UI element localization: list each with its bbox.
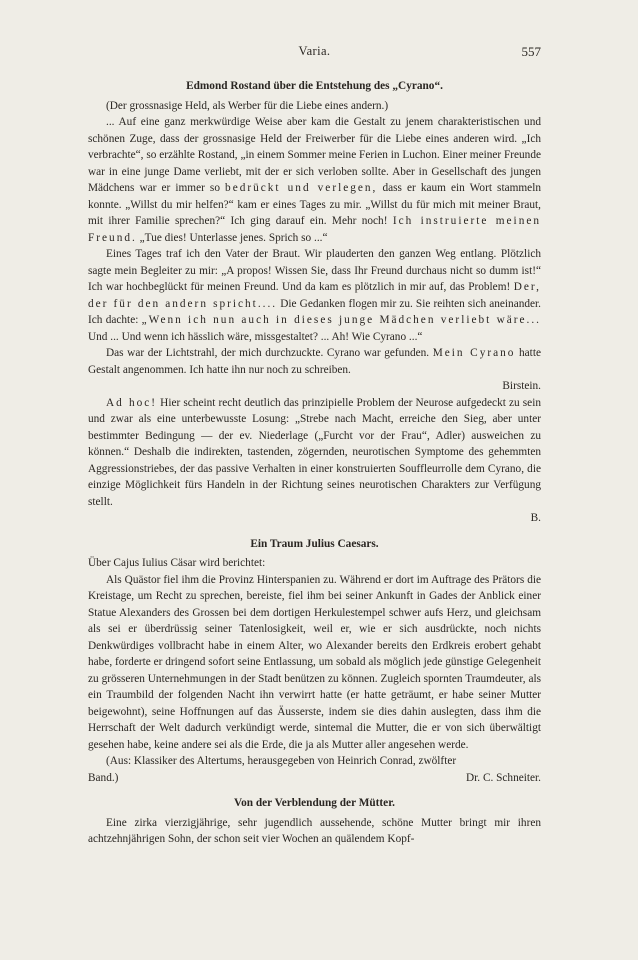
paragraph-caesar-intro: Über Cajus Iulius Cäsar wird berichtet: bbox=[88, 557, 266, 569]
source-signature-row bbox=[88, 770, 541, 787]
signature-b: B. bbox=[530, 512, 541, 524]
paragraph-rostand-1: ... Auf eine ganz merkwürdige Weise aber kam die Gestalt zu jenem charakteristischen und schönen Zuge, dass der grossnasige Held der Freiwerber für die Liebe eines anderen wird. „Ich verbrachte“, so erzählte Rostand, „in einem Sommer meine Ferien in Luchon. Einer meiner Freunde war in eine junge Dame verliebt, mit der er sich verloben sollte. Aber in Gesellschaft des jungen Mädchens war er immer so bedrückt und verlegen, dass er kaum ein Wort stammeln konnte. „Willst du mir helfen?“ kam er eines Tages zu mir. „Willst du für mich mit meiner Braut, mit ihrer Familie sprechen?“ Ich ging darauf ein. Mehr noch! Ich instruierte meinen Freund. „Tue dies! Unterlasse jenes. Sprich so ...“ bbox=[88, 116, 541, 244]
section-title-mothers: Von der Verblendung der Mütter. bbox=[233, 797, 395, 809]
signature-birstein: Birstein. bbox=[502, 380, 541, 392]
section-title-cyrano: Edmond Rostand über die Entstehung des „Cyrano“. bbox=[186, 80, 443, 92]
paragraph-caesar-body: Als Quästor fiel ihm die Provinz Hinterspanien zu. Während er dort im Auftrage des Prätors die Kreistage, um Recht zu sprechen, bereiste, fiel ihm bei seiner Ankunft in Gades der Anblick einer Statue Alexanders des Grossen bei dem dortigen Herkulestempel schwer aufs Herz, und gleichsam als sei er überdrüssig seiner Tatenlosigkeit, weil er, wie er sich ausdrückte, noch nichts Denkwürdiges vollbracht habe in einem Alter, wo Alexander bereits den Erdkreis erobert gehabt habe, forderte er dringend sofort seine Entlassung, um sobald als möglich jede günstige Gelegenheit zu grösseren Unternehmungen in der Stadt benützen zu können. Zugleich spornten Traumdeuter, als ein Traumbild der folgenden Nacht ihn verwirrt hatte (er hatte geträumt, er habe seiner Mutter beigewohnt), seine Hoffnungen auf das Äusserste, indem sie dies dahin auslegten, dass ihm die Herrschaft der Welt dadurch verkündigt werde, sintemal die Mutter, die er von sich überwältigt gesehen habe, keine andere sei als die Erde, die ja als Mutter aller angesehen werde. bbox=[88, 573, 541, 751]
page-number: 557 bbox=[521, 44, 541, 59]
paragraph-mothers: Eine zirka vierzigjährige, sehr jugendlich aussehende, schöne Mutter bringt mir ihren achtzehnjährigen Sohn, der schon seit vier Wochen an quälendem Kopf- bbox=[88, 816, 541, 845]
paragraph-rostand-2: Eines Tages traf ich den Vater der Braut. Wir plauderten den ganzen Weg entlang. Plötzlich sagte mein Begleiter zu mir: „A propos! Wissen Sie, dass Ihr Freund durchaus nicht so dumm ist!“ Ich war hochbeglückt für meinen Freund. Und da kam es plötzlich in mir auf, das Problem! Der, der für den andern spricht.... Die Gedanken flogen mir zu. Sie reihten sich aneinander. Ich dachte: „Wenn ich nun auch in dieses junge Mädchen verliebt wäre... Und ... Und wenn ich hässlich wäre, missgestaltet? ... Ah! Wie Cyrano ...“ bbox=[88, 248, 542, 343]
paragraph-rostand-3: Das war der Lichtstrahl, der mich durchzuckte. Cyrano war gefunden. Mein Cyrano hatte Gestalt angenommen. Ich hatte ihn nur noch zu schreiben. bbox=[88, 347, 541, 376]
paragraph-ad-hoc: Ad hoc! Hier scheint recht deutlich das prinzipielle Problem der Neurose aufgedeckt zu sein und zwar als eine unterbewusste Losung: „Strebe nach Macht, erreiche den Sieg, aber unter bestimmter Bedingung — der ev. Niederlage („Furcht vor der Frau“, Adler) ausweichen zu können.“ Deshalb die indirekten, tastenden, zögernden, neurotischen Symptome des gehemmten Aggressionstriebes, der das passive Verhalten in einer konstruierten Souffleurrolle dem Cyrano, die einzige Möglichkeit fürs Handeln in der Richtung seines neurotischen Charakters zur Verfügung stellt. bbox=[88, 396, 541, 508]
paragraph-subtitle: (Der grossnasige Held, als Werber für die Liebe eines andern.) bbox=[106, 99, 389, 112]
page-header bbox=[88, 44, 541, 66]
running-title: Varia. bbox=[298, 44, 331, 58]
signature-schneiter: Dr. C. Schneiter. bbox=[466, 771, 541, 784]
paragraph-caesar-source: (Aus: Klassiker des Altertums, herausgegeben von Heinrich Conrad, zwölfter bbox=[106, 755, 457, 767]
page-body bbox=[88, 78, 541, 848]
section-title-caesar: Ein Traum Julius Caesars. bbox=[250, 537, 379, 550]
source-end: Band.) bbox=[88, 771, 119, 784]
